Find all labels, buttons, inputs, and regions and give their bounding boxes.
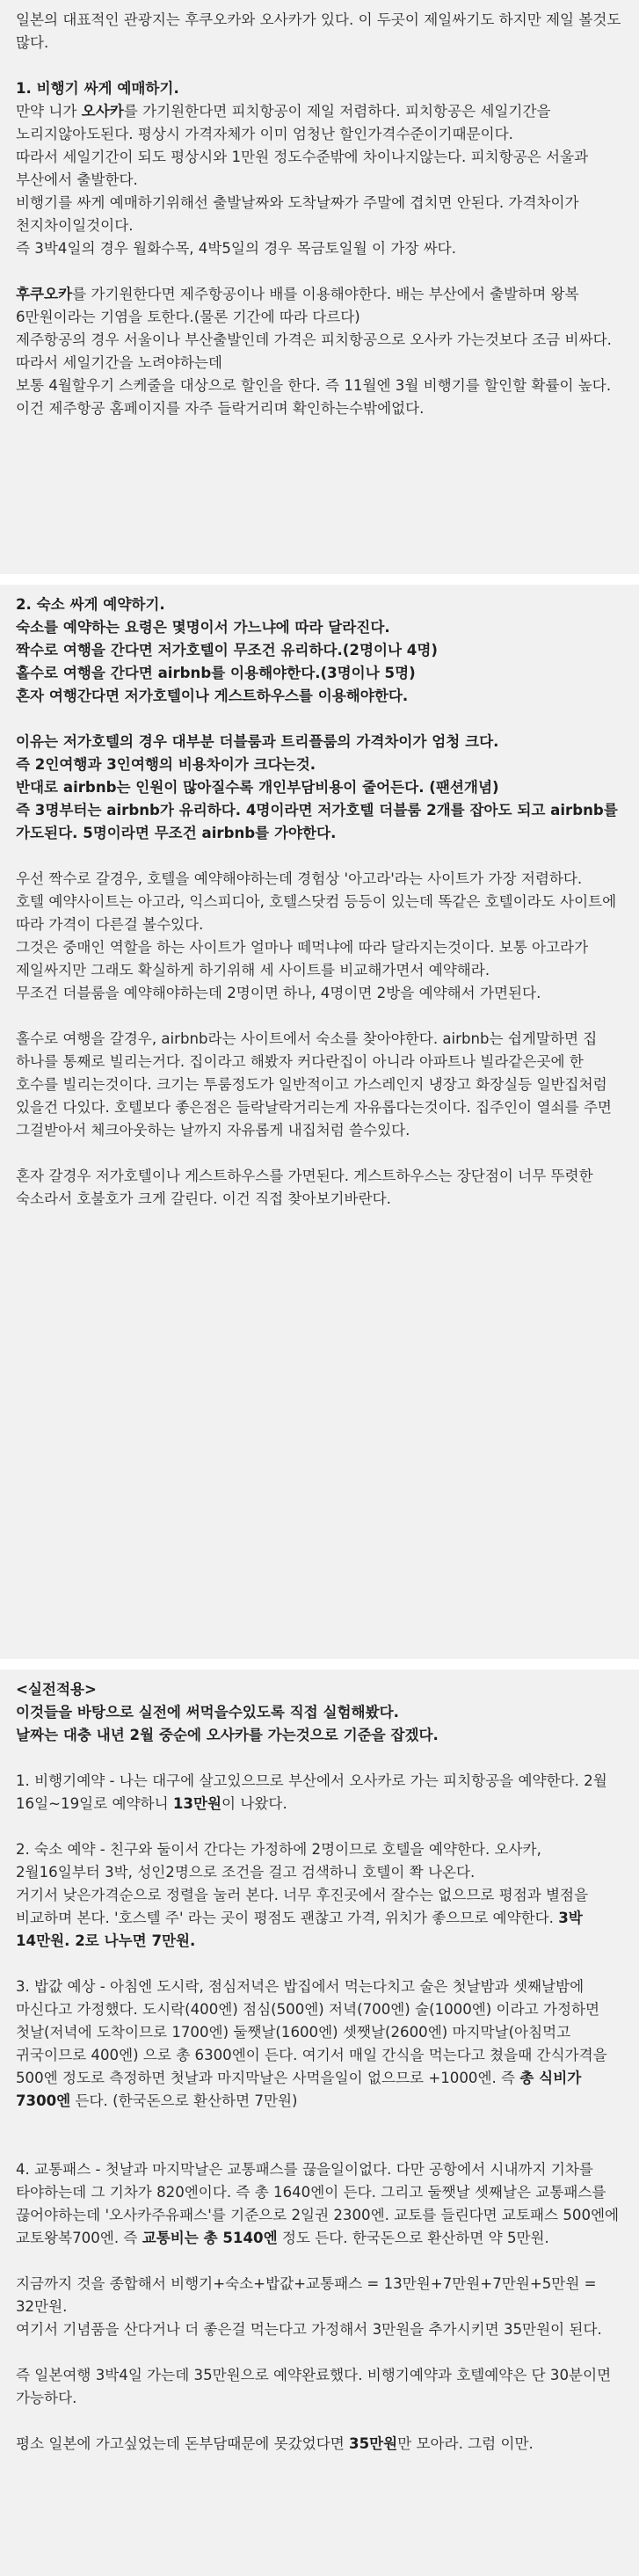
section-lodging	[0, 585, 639, 1659]
paragraph: 제주항공의 경우 서울이나 부산출발인데 가격은 피치항공으로 오사카 가는것보다 조금 비싸다. 따라서 세일기간을 노려야하는데	[16, 331, 617, 371]
bold-line: 날짜는 대충 내년 2월 중순에 오사카를 가는것으로 기준을 잡겠다.	[16, 1727, 439, 1743]
paragraph: 1. 비행기예약 - 나는 대구에 살고있으므로 부산에서 오사카로 가는 피치항공을 예약한다. 2월 16일~19일로 예약하니 13만원이 나왔다.	[16, 1772, 613, 1812]
paragraph: 무조건 더블룸을 예약해야하는데 2명이면 하나, 4명이면 2방을 예약해서 가면된다.	[16, 985, 541, 1001]
bold-line: 반대로 airbnb는 인원이 많아질수록 개인부담비용이 줄어든다. (팬션개념)	[16, 779, 499, 796]
paragraph: 그것은 중매인 역할을 하는 사이트가 얼마나 떼먹냐에 따라 달라지는것이다. 보통 아고라가 제일싸지만 그래도 확실하게 하기위해 세 사이트를 비교해가면서 예약해라.	[16, 939, 593, 979]
paragraph: 지금까지 것을 종합해서 비행기+숙소+밥값+교통패스 = 13만원+7만원+7만원+5만원 = 32만원.	[16, 2275, 601, 2315]
section-heading-practical: <실전적용>	[16, 1681, 97, 1698]
section-heading-flights: 1. 비행기 싸게 예매하기.	[16, 80, 179, 97]
paragraph: 즉 3박4일의 경우 월화수목, 4박5일의 경우 목금토일월 이 가장 싸다.	[16, 240, 456, 257]
section-heading-lodging: 2. 숙소 싸게 예약하기.	[16, 596, 165, 613]
bold-line: 이유는 저가호텔의 경우 대부분 더블룸과 트리플룸의 가격차이가 엄청 크다.	[16, 733, 499, 750]
paragraph: 4. 교통패스 - 첫날과 마지막날은 교통패스를 끊을일이없다. 다만 공항에서 시내까지 기차를 타야하는데 그 기차가 820엔이다. 즉 총 1640엔이 든다. 그리고 둘쨋날 셋째날은 교통패스를 끊어야하는데 '오사카주유패스'를 기준으로 2일권 2300엔. 교토를 들린다면 교토패스 500엔에 교토왕복700엔. 즉 교통비는 총 5140엔 정도 든다. 한국돈으로 환산하면 약 5만원.	[16, 2161, 624, 2246]
bold-line: 혼자 여행간다면 저가호텔이나 게스트하우스를 이용해야한다.	[16, 688, 409, 704]
paragraph: 후쿠오카를 가기원한다면 제주항공이나 배를 이용해야한다. 배는 부산에서 출발하며 왕복 6만원이라는 기염을 토한다.(물론 기간에 따라 다르다)	[16, 286, 584, 325]
bold-line: 홀수로 여행을 간다면 airbnb를 이용해야한다.(3명이나 5명)	[16, 665, 416, 681]
paragraph: 2. 숙소 예약 - 친구와 둘이서 간다는 가정하에 2명이므로 호텔을 예약한다. 오사카, 2월16일부터 3박, 성인2명으로 조건을 걸고 검색하니 호텔이 쫙 나온다.	[16, 1841, 547, 1881]
section-flights	[0, 0, 639, 574]
paragraph: 여기서 기념품을 산다거나 더 좋은걸 먹는다고 가정해서 3만원을 추가시키면 35만원이 된다.	[16, 2321, 602, 2338]
paragraph: 평소 일본에 가고싶었는데 돈부담때문에 못갔었다면 35만원만 모아라. 그럼 이만.	[16, 2435, 534, 2452]
paragraph: 호텔 예약사이트는 아고라, 익스피디아, 호텔스닷컴 등등이 있는데 똑같은 호텔이라도 사이트에 따라 가격이 다른걸 볼수있다.	[16, 893, 621, 933]
paragraph: 비행기를 싸게 예매하기위해선 출발날짜와 도착날짜가 주말에 겹치면 안된다. 가격차이가 천지차이일것이다.	[16, 194, 584, 234]
paragraph: 혼자 갈경우 저가호텔이나 게스트하우스를 가면된다. 게스트하우스는 장단점이 너무 뚜렷한 숙소라서 호불호가 크게 갈린다. 이건 직접 찾아보기바란다.	[16, 1168, 598, 1207]
bold-line: 즉 2인여행과 3인여행의 비용차이가 크다는것.	[16, 756, 316, 773]
paragraph: 만약 니가 오사카를 가기원한다면 피치항공이 제일 저렴하다. 피치항공은 세일기간을 노리지않아도된다. 평상시 가격자체가 이미 엄청난 할인가격수준이기때문이다.	[16, 103, 555, 142]
paragraph: 홀수로 여행을 갈경우, airbnb라는 사이트에서 숙소를 찾아야한다. airbnb는 쉽게말하면 집 하나를 통째로 빌리는거다. 집이라고 해봤자 커다란집이 아니라 아파트나 빌라같은곳에 한 호수를 빌리는것이다. 크기는 투룸정도가 일반적이고 가스레인지 냉장고 화장실등 일반집처럼 있을건 다있다. 호텔보다 좋은점은 들락날락거리는게 자유롭다는것이다. 집주인이 열쇠를 주면 그걸받아서 체크아웃하는 날까지 자유롭게 내집처럼 쓸수있다.	[16, 1030, 617, 1139]
bold-line: 이것들을 바탕으로 실전에 써먹을수있도록 직접 실험해봤다.	[16, 1704, 399, 1721]
paragraph: 즉 일본여행 3박4일 가는데 35만원으로 예약완료했다. 비행기예약과 호텔예약은 단 30분이면 가능하다.	[16, 2367, 616, 2406]
paragraph: 따라서 세일기간이 되도 평상시와 1만원 정도수준밖에 차이나지않는다. 피치항공은 서울과 부산에서 출발한다.	[16, 149, 593, 188]
bold-line: 즉 3명부터는 airbnb가 유리하다. 4명이라면 저가호텔 더블룸 2개를 잡아도 되고 airbnb를 가도된다. 5명이라면 무조건 airbnb를 가야한다.	[16, 802, 623, 841]
intro-text: 일본의 대표적인 관광지는 후쿠오카와 오사카가 있다. 이 두곳이 제일싸기도 하지만 제일 볼것도 많다.	[16, 11, 626, 51]
paragraph: 보통 4월할우기 스케줄을 대상으로 할인을 한다. 즉 11월엔 3월 비행기를 할인할 확률이 높다. 이건 제주항공 홈페이지를 자주 들락거리며 확인하는수밖에없다.	[16, 377, 616, 417]
paragraph: 우선 짝수로 갈경우, 호텔을 예약해야하는데 경험상 '아고라'라는 사이트가 가장 저렴하다.	[16, 870, 583, 887]
section-practical	[0, 1670, 639, 2576]
bold-line: 숙소를 예약하는 요령은 몇명이서 가느냐에 따라 달라진다.	[16, 619, 390, 636]
paragraph: 3. 밥값 예상 - 아침엔 도시락, 점심저녁은 밥집에서 먹는다치고 술은 첫날밤과 셋째날밤에 마신다고 가정했다. 도시락(400엔) 점심(500엔) 저녁(700엔) 술(1000엔) 이라고 가정하면 첫날(저녁에 도착이므로 1700엔) 둘쨋날(1600엔) 셋쨋날(2600엔) 마지막날(아침먹고 귀국이므로 400엔) 으로 총 6300엔이 든다. 여기서 매일 간식을 먹는다고 쳤을때 간식가격을 500엔 정도로 측정하면 첫날과 마지막날은 사먹을일이 없으므로 +1000엔. 즉 총 식비가 7300엔 든다. (한국돈으로 환산하면 7만원)	[16, 1978, 612, 2109]
bold-line: 짝수로 여행을 간다면 저가호텔이 무조건 유리하다.(2명이나 4명)	[16, 642, 438, 659]
paragraph: 거기서 낮은가격순으로 정렬을 눌러 본다. 너무 후진곳에서 잘수는 없으므로 평점과 별점을 비교하며 본다. '호스텔 주' 라는 곳이 평점도 괜찮고 가격, 위치가 좋으므로 예약한다. 3박 14만원. 2로 나누면 7만원.	[16, 1887, 593, 1949]
